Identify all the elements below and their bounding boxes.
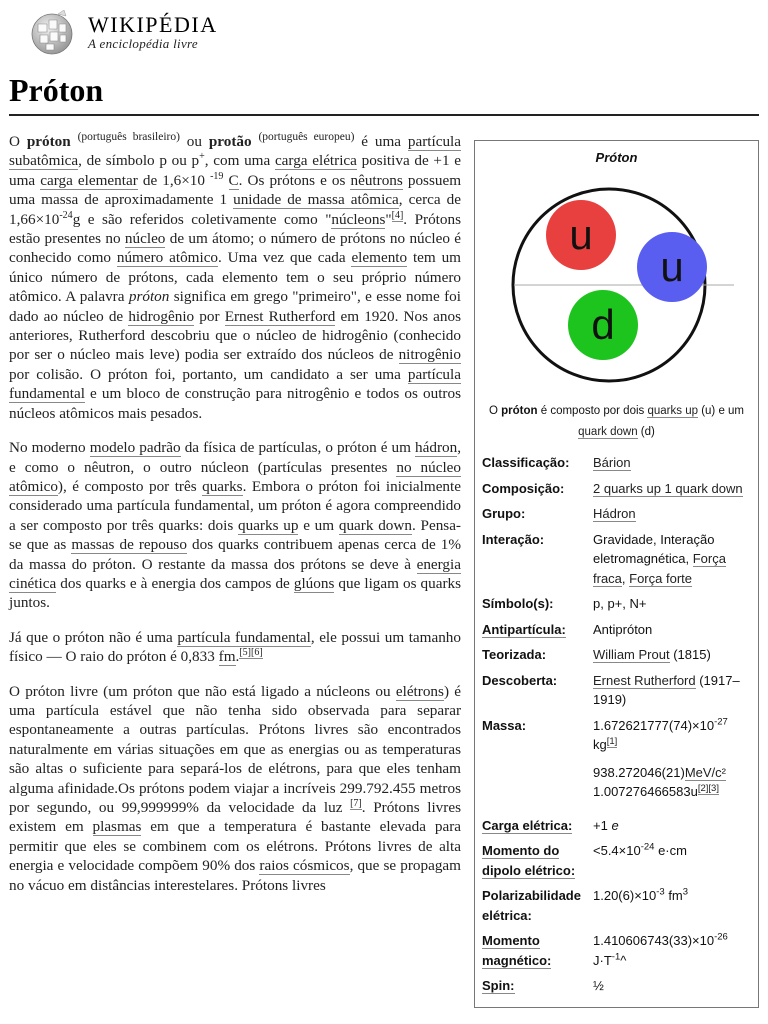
row-massa: Massa: $1.672621777(74)\times 10^{-27}$ kg[1] 938.272046(21)MeV/c² 1.007276466583u[2][3]: [482, 714, 754, 814]
ref-7[interactable]: [7]: [350, 797, 362, 809]
label-carga-eletrica[interactable]: Carga elétrica:: [482, 817, 573, 833]
label-polarizabilidade: Polarizabilidade elétrica:: [482, 888, 581, 923]
value-antiparticula: Antipróton: [593, 621, 653, 637]
link-nucleo-atomico[interactable]: no núcleo atômico: [9, 458, 462, 495]
link-hidrogenio[interactable]: hidrogênio: [128, 307, 195, 325]
paragraph-2: No moderno modelo padrão da física de partículas, o próton é um hádron, e como o nêutron, o outro núcleon (partículas presentes no núcleo atômico), é composto por três quarks. Embora o próton foi inicialmente considerado uma partícula fundamental, um próton é agora compreendido a ser composto por três quarks: dois quarks up e um quark down. Pensa-se que as massas de repouso dos quarks contribuem apenas cerca de 1% da massa do próton. O restante da massa dos prótons se deve à energia cinética dos quarks e à energia dos campos de glúons que ligam os quarks juntos.: [9, 439, 462, 612]
value-composicao[interactable]: 2 quarks up 1 quark down: [593, 480, 743, 496]
link-ernest-rutherford[interactable]: Ernest Rutherford: [224, 307, 336, 325]
proton-quark-diagram[interactable]: [492, 169, 742, 399]
link-quark-down[interactable]: quark down: [338, 516, 412, 534]
label-teorizada: Teorizada:: [482, 647, 547, 662]
value-spin: ½: [593, 978, 604, 993]
value-grupo[interactable]: Hádron: [593, 506, 636, 521]
ref-1[interactable]: [1]: [606, 735, 618, 747]
quark-down-label: d: [590, 301, 615, 348]
label-momento-magnetico[interactable]: Momento magnético:: [482, 933, 552, 968]
row-carga: Carga elétrica: +1 e: [482, 817, 619, 833]
brand: [88, 14, 218, 52]
site-header: [28, 10, 218, 56]
value-gravidade[interactable]: Gravidade: [593, 531, 653, 547]
value-forca-fraca[interactable]: Força fraca: [593, 551, 726, 586]
link-plasmas[interactable]: plasmas: [92, 818, 142, 836]
link-massas-de-repouso[interactable]: massas de repouso: [71, 536, 187, 554]
brand-tagline: A enciclopédia livre: [88, 36, 198, 51]
label-spin[interactable]: Spin:: [482, 978, 515, 993]
link-modelo-padrao[interactable]: modelo padrão: [89, 439, 181, 457]
link-neutrons[interactable]: nêutrons: [350, 171, 403, 189]
label-simbolo: Símbolo(s):: [482, 596, 554, 611]
infobox-caption: O próton é composto por dois quarks up (u) e um quark down (d): [488, 405, 745, 438]
title-divider: [9, 114, 759, 116]
link-gluons[interactable]: glúons: [293, 574, 335, 592]
link-nitrogenio[interactable]: nitrogênio: [398, 346, 461, 364]
value-simbolo: p, p+, N+: [593, 596, 647, 611]
row-grupo: [482, 502, 754, 528]
link-numero-atomico[interactable]: número atômico: [116, 249, 219, 267]
label-grupo: Grupo:: [482, 506, 526, 521]
row-magnetico: Momento magnético: $1.410606743(33)\times 10^{-26}$ $J\cdot T^{-1}\^{}$: [482, 931, 728, 968]
link-particula-subatomica[interactable]: partícula subatômica: [9, 133, 462, 170]
infobox-table: [482, 451, 754, 1000]
article-body: [9, 132, 461, 910]
value-forca-forte[interactable]: Força forte: [629, 570, 692, 586]
value-interacao-eletromagnetica[interactable]: Interação eletromagnética: [593, 531, 715, 566]
quark-up-1-label: u: [568, 211, 593, 258]
ref-6[interactable]: [6]: [250, 647, 263, 659]
link-hadron[interactable]: hádron: [415, 439, 458, 457]
value-ernest-rutherford[interactable]: Ernest Rutherford: [593, 672, 696, 688]
link-unidade-massa-atomica[interactable]: unidade de massa atômica: [233, 191, 399, 209]
row-interacao: Interação: Gravidade, Interação eletromagnética, Força fraca, Força forte: [482, 528, 754, 593]
link-quarks-up[interactable]: quarks up: [238, 516, 299, 534]
ref-3[interactable]: [3]: [708, 782, 719, 794]
link-energia-cinetica[interactable]: energia cinética: [9, 555, 461, 592]
infobox: [474, 140, 759, 1008]
link-nucleo[interactable]: núcleo: [124, 230, 166, 248]
label-descoberta: Descoberta:: [482, 672, 558, 688]
quark-up-2-label: u: [659, 243, 684, 290]
label-momento-dipolo[interactable]: Momento do dipolo elétrico:: [482, 843, 576, 878]
value-classificacao[interactable]: Bárion: [593, 455, 631, 470]
label-interacao: Interação:: [482, 531, 545, 547]
link-carga-eletrica[interactable]: carga elétrica: [274, 152, 357, 170]
paragraph-1: O próton $^{(português brasileiro)}$ ou protão $^{(português europeu)}$ é uma partícula subatômica, de símbolo p ou p+, com uma carga elétrica positiva de +1 e uma carga elementar de 1,6×10 $^{-19}$ C. Os prótons e os nêutrons possuem uma massa de aproximadamente 1 unidade de massa atômica, cerca de $1,66\times 10^{-24}g$ e são referidos coletivamente como "núcleons"[4]. Prótons estão presentes no núcleo de um átomo; o número de prótons no núcleo é conhecido como número atômico. Uma vez que cada elemento tem um único número de prótons, cada elemento tem o seu próprio número atômico. A palavra próton significa em grego "primeiro", e esse nome foi dado ao núcleo de hidrogênio por Ernest Rutherford em 1920. Nos anos anteriores, Rutherford descobriu que o núcleo de hidrogênio (conhecido por ser o núcleo mais leve) podia ser extraído dos núcleos de nitrogênio por colisão. O próton foi, portanto, um candidato a ser uma partícula fundamental e um bloco de construção para nitrogênio e todos os outros núcleos atômicos mais pesados.: [9, 130, 462, 422]
link-quarks[interactable]: quarks: [202, 477, 243, 495]
ref-4[interactable]: [4]: [391, 209, 404, 221]
link-raios-cosmicos[interactable]: raios cósmicos: [259, 857, 350, 875]
ref-2[interactable]: [2]: [697, 782, 709, 794]
link-eletrons[interactable]: elétrons: [395, 682, 444, 700]
row-antiparticula: [482, 618, 754, 644]
row-spin: [482, 974, 754, 1000]
label-classificacao: Classificação:: [482, 455, 570, 470]
row-teorizada: Teorizada: William Prout (1815): [482, 643, 754, 669]
brand-name[interactable]: WIKIPÉDIA: [88, 12, 218, 37]
wikipedia-globe-logo[interactable]: [28, 10, 78, 56]
paragraph-4: O próton livre (um próton que não está ligado a núcleons ou elétrons) é uma partícula estável que não tenha sido observada para separar espontaneamente a outras partículas. Prótons livres são encontrados naturalmente em várias situações em que as energias ou as temperaturas são altas o suficiente para separá-los de elétrons, para que eles tenham alguma afinidade.Os prótons podem viajar a incríveis 299.792.455 metros por segundo, ou 99,999999% da velocidade da luz [7]. Prótons livres existem em plasmas em que a temperatura é bastante elevada para permitir que eles se combinem com os elétrons. Prótons livres de alta energia e velocidade compõem 90% dos raios cósmicos, que se propagam no vácuo em distâncias interestelares. Prótons livres: [9, 682, 461, 894]
row-descoberta: Descoberta: Ernest Rutherford (1917–1919): [482, 669, 754, 714]
row-classificacao: [482, 451, 754, 477]
label-composicao: Composição:: [482, 480, 565, 496]
caption-link-quark-down[interactable]: quark down: [578, 426, 638, 438]
link-carga-elementar[interactable]: carga elementar: [40, 171, 138, 189]
caption-link-quarks-up[interactable]: quarks up: [647, 405, 698, 417]
link-fm[interactable]: fm: [218, 648, 236, 666]
row-polarizabilidade: Polarizabilidade elétrica: $1.20(6)\times 10^{-3}$ $fm^3$: [482, 884, 754, 929]
link-particula-fundamental[interactable]: partícula fundamental: [9, 365, 461, 403]
page-title: Próton: [9, 72, 104, 108]
value-william-prout[interactable]: William Prout: [593, 647, 670, 662]
value-mev-c2[interactable]: MeV/c²: [684, 764, 726, 780]
label-antiparticula[interactable]: Antipartícula:: [482, 621, 566, 637]
row-simbolo: [482, 592, 754, 618]
row-dipolo: Momento do dipolo elétrico: $<5.4\times 10^{-24}$ e·cm: [482, 841, 687, 878]
link-elemento[interactable]: elemento: [351, 249, 408, 267]
link-coulomb[interactable]: C: [228, 171, 239, 189]
infobox-title: Próton: [595, 150, 638, 165]
row-composicao: [482, 477, 754, 503]
paragraph-3: Já que o próton não é uma partícula fundamental, ele possui um tamanho físico — O raio do próton é 0,833 fm.[5][6]: [9, 628, 461, 666]
ref-5[interactable]: [5]: [239, 647, 251, 659]
link-nucleons[interactable]: núcleons: [331, 210, 386, 228]
label-massa: Massa:: [482, 717, 527, 733]
link-particula-fundamental-2[interactable]: partícula fundamental: [177, 628, 311, 646]
